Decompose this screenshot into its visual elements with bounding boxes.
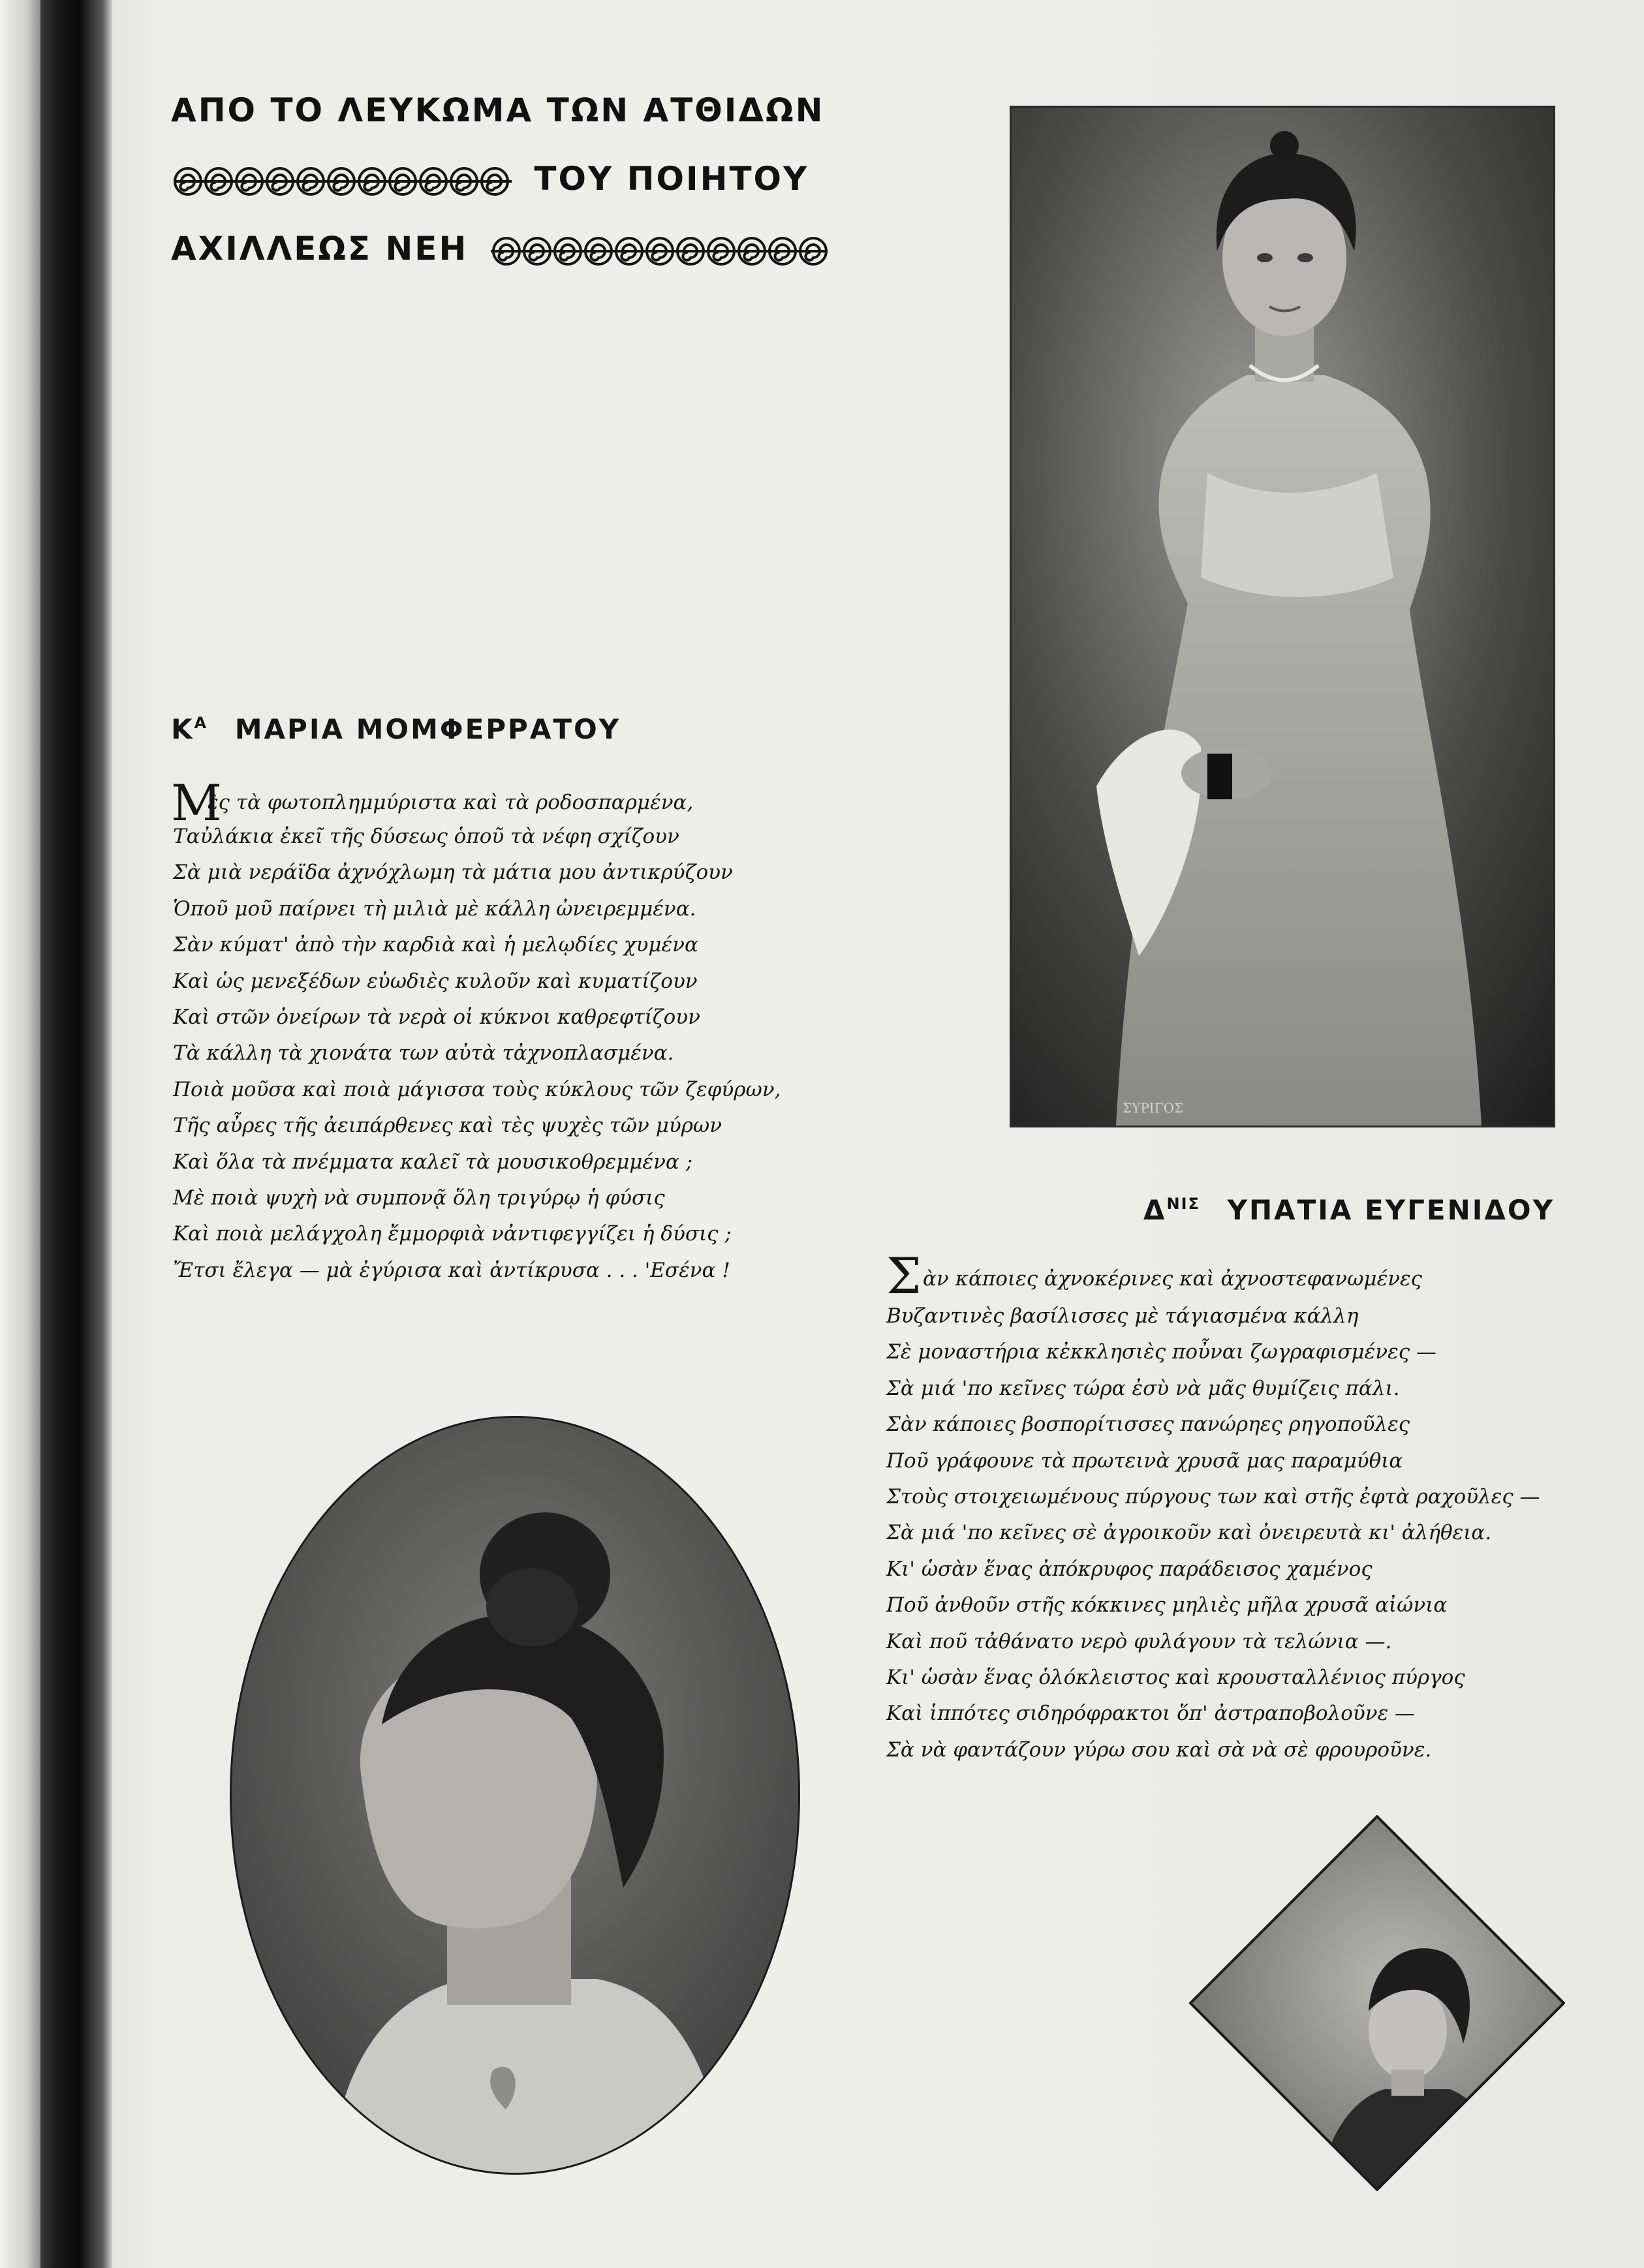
poem1-line: Καὶ στῶν ὀνείρων τὰ νερὰ οἱ κύκνοι καθρεφτίζουν	[173, 1005, 700, 1030]
poem1-line: Ποιὰ μοῦσα καὶ ποιὰ μάγισσα τοὺς κύκλους τῶν ζεφύρων,	[173, 1077, 781, 1101]
poem2-first-line-text: ὰν κάποιες ἀχνοκέρινες καὶ ἀχνοστεφανωμένες	[923, 1267, 1423, 1291]
poem2-line: Κι' ὡσὰν ἕνας ὁλόκλειστος καὶ κρουσταλλένιος πύργος	[886, 1666, 1465, 1690]
portrait-photo-oval-profile	[230, 1416, 800, 2175]
poem2-honorific-sup: ΝΙΣ	[1166, 1195, 1200, 1213]
meander-ornament-icon	[171, 164, 512, 198]
poem2-line: Σὰν κάποιες βοσπορίτισσες πανώρηες ρηγοποῦλες	[886, 1413, 1410, 1437]
header-line-3	[171, 230, 830, 268]
poem2-line: Βυζαντινὲς βασίλισσες μὲ τάγιασμένα κάλλη	[886, 1304, 1359, 1328]
poem2-first-line	[923, 1261, 1422, 1297]
poem1-line: Καὶ ὅλα τὰ πνέμματα καλεῖ τὰ μουσικοθρεμμένα ;	[173, 1150, 693, 1174]
header-author-text: ΑΧΙΛΛΕΩΣ ΝΕΗ	[171, 230, 469, 268]
header-title-text: ΑΠΟ ΤΟ ΛΕΥΚΩΜΑ ΤΩΝ ΑΤΘΙΔΩΝ	[171, 91, 825, 129]
poem1-drop-cap: Μ	[171, 774, 222, 832]
poem2-line: Καὶ ἱππότες σιδηρόφρακτοι ὅπ' ἀστραποβολοῦνε —	[886, 1702, 1416, 1726]
poem1-first-line	[208, 785, 693, 821]
meander-ornament-icon	[491, 234, 830, 268]
poem1-line: Καὶ ὡς μενεξέδων εὐωδιὲς κυλοῦν καὶ κυματίζουν	[173, 969, 698, 993]
poem1-line: Καὶ ποιὰ μελάγχολη ἔμμορφιὰ νἀντιφεγγίζει ἡ δύσις ;	[173, 1222, 732, 1246]
poem2-line: Ποῦ γράφουνε τὰ πρωτεινὰ χρυσᾶ μας παραμύθια	[886, 1448, 1403, 1473]
poem1-heading	[171, 713, 621, 745]
poem1-line: Μὲ ποιὰ ψυχὴ νὰ συμπονᾷ ὅλη τριγύρῳ ἡ φύσις	[173, 1186, 665, 1210]
poem2-line: Σὰ μιά 'πο κεῖνες σὲ ἀγροικοῦν καὶ ὀνειρευτὰ κι' ἀλήθεια.	[886, 1521, 1492, 1545]
header-line-1	[171, 91, 824, 129]
poem1-line: Σὰ μιὰ νεράϊδα ἀχνόχλωμη τὰ μάτια μου ἀντικρύζουν	[173, 861, 733, 885]
poem1-honorific: Κ	[171, 713, 194, 745]
poem2-line: Σὰ νὰ φαντάζουν γύρω σου καὶ σὰ νὰ σὲ φρουροῦνε.	[886, 1738, 1432, 1762]
portrait-photo-standing-woman	[1010, 106, 1555, 1127]
poem1-line: Ταὐλάκια ἐκεῖ τῆς δύσεως ὁποῦ τὰ νέφη σχίζουν	[173, 825, 679, 848]
poem1-line: Σὰν κύματ' ἀπὸ τὴν καρδιὰ καὶ ἡ μελῳδίες χυμένα	[173, 933, 698, 957]
header-line-2	[171, 160, 809, 198]
poem2-body	[886, 1298, 1540, 1768]
poem2-line: Καὶ ποῦ τἀθάνατο νερὸ φυλάγουν τὰ τελώνια —.	[886, 1629, 1392, 1653]
portrait-photo-diamond	[1189, 1815, 1565, 2191]
portrait-profile-woman-image	[232, 1418, 798, 2173]
poem1-line: Ὁποῦ μοῦ παίρνει τὴ μιλιὰ μὲ κάλλη ὠνειρεμμένα.	[173, 896, 696, 921]
poem1-body	[173, 819, 781, 1289]
header-subtitle-text: ΤΟΥ ΠΟΙΗΤΟΥ	[534, 160, 809, 198]
poem2-line: Σὰ μιά 'πο κεῖνες τώρα ἐσὺ νὰ μᾶς θυμίζεις πάλι.	[886, 1376, 1400, 1400]
poem2-line: Ποῦ ἀνθοῦν στῆς κόκκινες μηλιὲς μῆλα χρυσᾶ αἰώνια	[886, 1593, 1448, 1617]
poem1-line: Τὰ κάλλη τὰ χιονάτα των αὐτὰ τἀχνοπλασμένα.	[173, 1041, 674, 1065]
poem1-line: Τῆς αὖρες τῆς ἀειπάρθενες καὶ τὲς ψυχὲς τῶν μύρων	[173, 1114, 722, 1138]
poem2-line: Κι' ὡσὰν ἕνας ἀπόκρυφος παράδεισος χαμένος	[886, 1557, 1373, 1581]
poem2-dedicatee-name: ΥΠΑΤΙΑ ΕΥΓΕΝΙΔΟΥ	[1227, 1194, 1555, 1226]
portrait-diamond-woman-image	[1189, 1815, 1565, 2191]
poem1-dedicatee-name: ΜΑΡΙΑ ΜΟΜΦΕΡΡΑΤΟΥ	[234, 713, 621, 745]
poem2-heading	[1143, 1194, 1555, 1226]
poem2-drop-cap: Σ	[886, 1247, 922, 1305]
portrait-standing-woman-image	[1012, 108, 1553, 1126]
poem2-honorific: Δ	[1143, 1194, 1167, 1226]
poem2-line: Σὲ μοναστήρια κἐκκλησιὲς ποὖναι ζωγραφισμένες —	[886, 1340, 1436, 1364]
photographer-signature: ΣΥΡΙΓΟΣ	[1123, 1100, 1184, 1116]
poem1-honorific-sup: Α	[194, 714, 208, 732]
poem1-line: Ἔτσι ἔλεγα — μὰ ἐγύρισα καὶ ἀντίκρυσα . . . 'Εσένα !	[173, 1258, 730, 1282]
poem1-first-line-text: ὲς τὰ φωτοπλημμύριστα καὶ τὰ ροδοσπαρμένα,	[208, 791, 694, 814]
page-edge-shadow	[0, 0, 40, 2268]
poem2-line: Στοὺς στοιχειωμένους πύργους των καὶ στῆς ἐφτὰ ραχοῦλες —	[886, 1485, 1540, 1509]
book-spine-shadow	[40, 0, 112, 2268]
